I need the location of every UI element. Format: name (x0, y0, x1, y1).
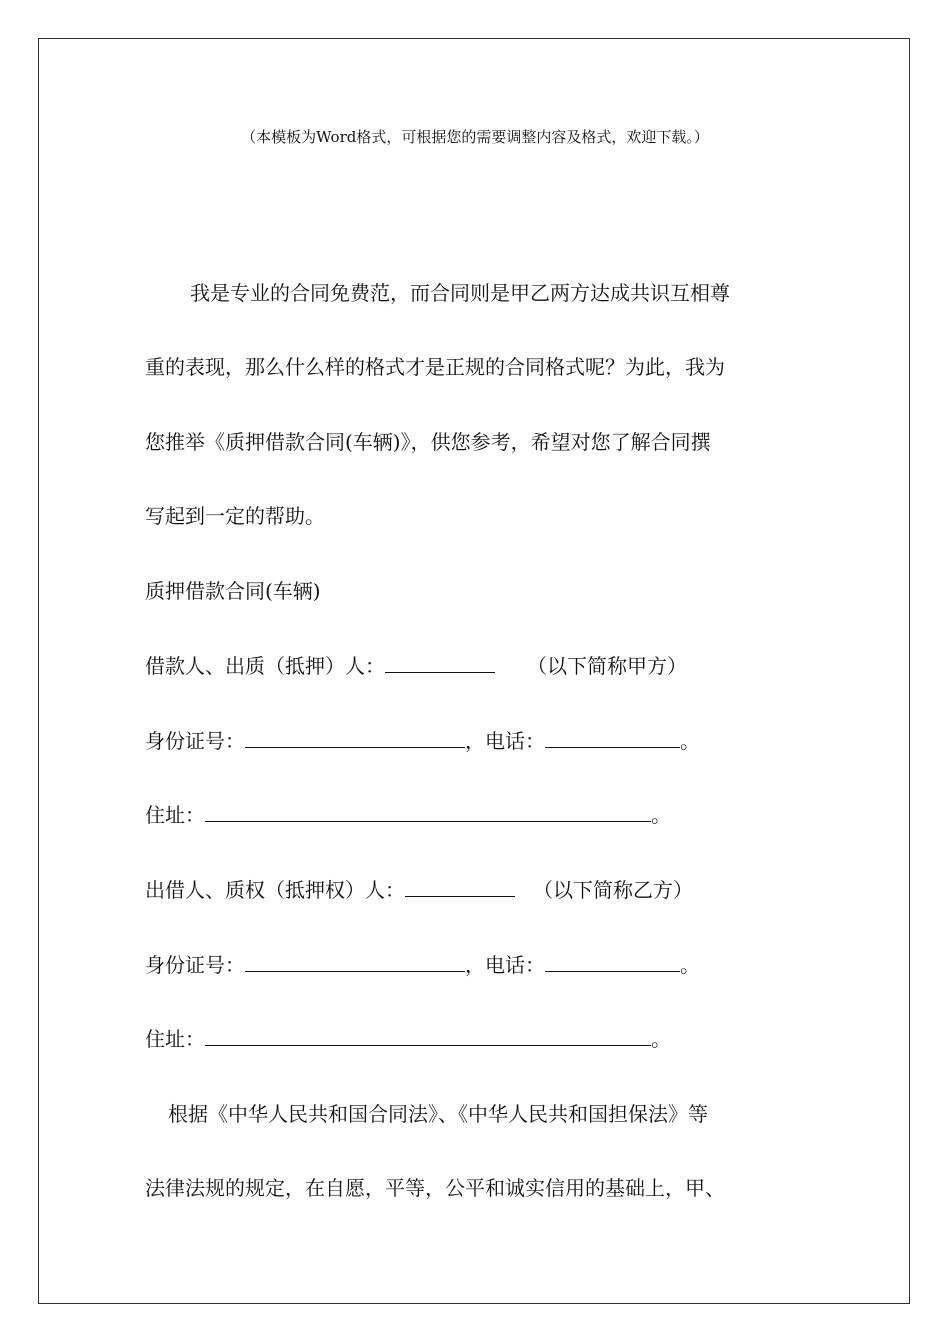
party-a-id-row (145, 725, 700, 754)
party-a-id-blank[interactable] (245, 727, 465, 748)
party-a-address-row (145, 799, 671, 828)
intro-line-1: 我是专业的合同免费范，而合同则是甲乙两方达成共识互相尊 (190, 281, 730, 305)
party-b-id-row (145, 949, 700, 978)
intro-line-3: 您推举《质押借款合同(车辆)》，供您参考，希望对您了解合同撰 (145, 430, 711, 454)
party-a-phone-blank[interactable] (545, 727, 680, 748)
party-b-name-blank[interactable] (405, 876, 515, 897)
party-a-address-end: 。 (651, 803, 671, 827)
party-b-address-row (145, 1023, 671, 1052)
party-b-id-blank[interactable] (245, 951, 465, 972)
party-b-phone-label: ，电话： (465, 953, 545, 977)
party-a-id-label: 身份证号： (145, 729, 245, 753)
party-a-address-label: 住址： (145, 803, 205, 827)
party-a-address-blank[interactable] (205, 801, 651, 822)
party-b-address-label: 住址： (145, 1027, 205, 1051)
party-b-phone-blank[interactable] (545, 951, 680, 972)
party-a-label: 借款人、出质（抵押）人： (145, 654, 385, 678)
template-note: （本模板为Word格式，可根据您的需要调整内容及格式，欢迎下载。） (241, 128, 709, 146)
intro-line-4: 写起到一定的帮助。 (145, 504, 325, 528)
party-b-row (145, 874, 693, 903)
party-b-address-end: 。 (651, 1027, 671, 1051)
party-b-id-label: 身份证号： (145, 953, 245, 977)
basis-line-1: 根据《中华人民共和国合同法》、《中华人民共和国担保法》等 (168, 1102, 708, 1126)
party-a-suffix: （以下简称甲方） (527, 654, 687, 678)
party-b-id-end: 。 (680, 953, 700, 977)
party-b-address-blank[interactable] (205, 1025, 651, 1046)
party-b-label: 出借人、质权（抵押权）人： (145, 878, 405, 902)
party-a-phone-label: ，电话： (465, 729, 545, 753)
party-a-name-blank[interactable] (385, 652, 495, 673)
intro-line-2: 重的表现，那么什么样的格式才是正规的合同格式呢？为此，我为 (145, 355, 725, 379)
basis-line-2: 法律法规的规定，在自愿，平等，公平和诚实信用的基础上，甲、 (145, 1176, 725, 1200)
party-a-row (145, 650, 687, 679)
party-b-suffix: （以下简称乙方） (533, 878, 693, 902)
party-a-id-end: 。 (680, 729, 700, 753)
contract-title: 质押借款合同(车辆) (145, 579, 321, 603)
